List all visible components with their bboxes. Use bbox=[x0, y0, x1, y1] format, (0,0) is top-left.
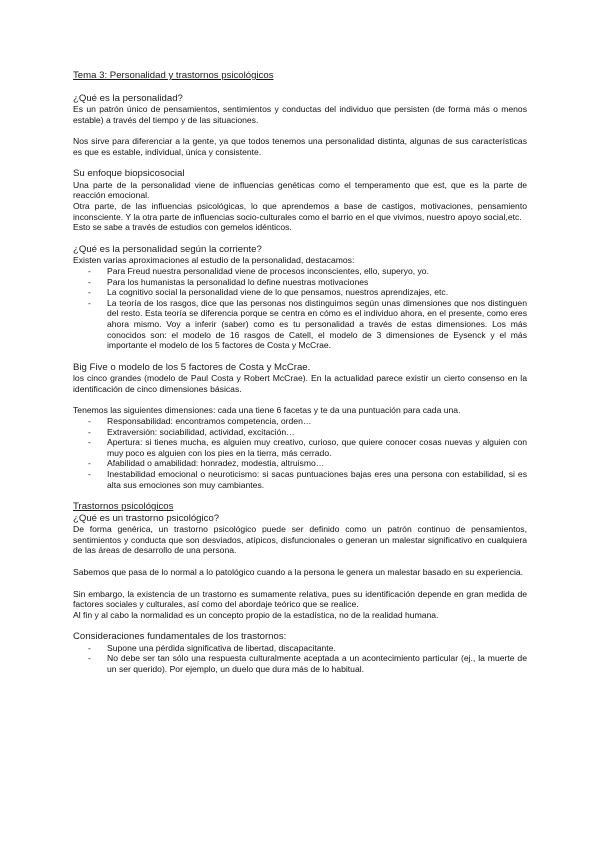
list-item: - Afabilidad o amabilidad: honradez, modestia, altruismo… bbox=[73, 458, 527, 469]
section-heading: ¿Qué es la personalidad según la corriente? bbox=[73, 243, 262, 255]
list-item: - Inestabilidad emocional o neuroticismo: si sacas puntuaciones bajas eres una persona con estabilidad, si es alta sus emociones son muy cambiantes. bbox=[73, 469, 527, 490]
bullet-list bbox=[73, 266, 527, 351]
paragraph: Al fin y al cabo la normalidad es un concepto propio de la estadística, no de la realidad humana. bbox=[73, 609, 439, 620]
section-heading: Trastornos psicológicos bbox=[73, 501, 174, 513]
paragraph: los cinco grandes (modelo de Paul Costa y Robert McCrae). En la actualidad parece existir un cierto consenso en la identificación de cinco dimensiones básicas. bbox=[73, 373, 527, 394]
bullet-list bbox=[73, 416, 527, 490]
list-item: - Para Freud nuestra personalidad viene de procesos inconscientes, ello, superyo, yo. bbox=[73, 266, 527, 277]
paragraph: Otra parte, de las influencias psicológicas, lo que aprendemos a base de castigos, motivaciones, pensamiento inconsciente. Y la otra parte de influencias socio-culturales como el barrio en el que vivimos, nuestro apoyo social,etc. bbox=[73, 201, 527, 222]
paragraph: Existen varias aproximaciones al estudio de la personalidad, destacamos: bbox=[73, 255, 355, 266]
bullet-list bbox=[73, 643, 527, 675]
list-item: - La teoría de los rasgos, dice que las personas nos distinguimos según unas dimensiones que nos distinguen del resto. Esta teoría se diferencia porque se centra en cómo es el individuo ahora, en el presente, como eres ahora mismo. Voy a inferir (saber) como es tu personalidad a través de estas dimensiones. Los más conocidos son: el modelo de 16 rasgos de Catell, el modelo de 3 dimensiones de Eysenck y el más importante el modelo de los 5 factores de Costa y McCrae. bbox=[73, 298, 527, 351]
document-title: Tema 3: Personalidad y trastornos psicológicos bbox=[73, 70, 274, 81]
section-biopsychosocial bbox=[73, 168, 527, 232]
paragraph: Esto se sabe a través de estudios con gemelos idénticos. bbox=[73, 222, 292, 233]
subsection-heading: ¿Qué es un trastorno psicológico? bbox=[73, 512, 220, 524]
section-heading: ¿Qué es la personalidad? bbox=[73, 92, 183, 104]
section-big-five bbox=[73, 362, 527, 490]
list-item: - Extraversión: sociabilidad, actividad, excitación… bbox=[73, 427, 527, 438]
paragraph: De forma genérica, un trastorno psicológico puede ser definido como un patrón continuo de pensamientos, sentimientos y conducta que son desviados, atípicos, disfuncionales o generan un malestar significativo en cualquiera de las áreas de desarrollo de una persona. bbox=[73, 524, 527, 556]
document-page bbox=[73, 70, 527, 675]
section-heading: Su enfoque biopsicosocial bbox=[73, 168, 185, 180]
section-heading: Consideraciones fundamentales de los trastornos: bbox=[73, 631, 287, 643]
paragraph: Nos sirve para diferenciar a la gente, ya que todos tenemos una personalidad distinta, algunas de sus características es que es estable, individual, única y consistente. bbox=[73, 136, 527, 157]
paragraph: Sin embargo, la existencia de un trastorno es sumamente relativa, pues su identificación depende en gran medida de factores sociales y culturales, así como del abordaje teórico que se realice. bbox=[73, 588, 527, 610]
section-currents bbox=[73, 244, 527, 351]
section-heading: Big Five o modelo de los 5 factores de Costa y McCrae. bbox=[73, 361, 311, 373]
list-item: - Apertura: si tienes mucha, es alguien muy creativo, curioso, que quiere conocer cosas nuevas y alguien con muy poco es alguien con los pies en la tierra, más cerrado. bbox=[73, 437, 527, 458]
list-item: - No debe ser tan sólo una respuesta culturalmente aceptada a un acontecimiento particular (ej., la muerte de un ser querido). Por ejemplo, un duelo que dura más de lo habitual. bbox=[73, 653, 527, 674]
list-item: - Responsabilidad: encontramos competencia, orden… bbox=[73, 416, 527, 427]
list-item: - Para los humanistas la personalidad lo define nuestras motivaciones bbox=[73, 277, 527, 288]
section-disorders bbox=[73, 501, 527, 620]
list-item: - La cognitivo social la personalidad viene de lo que pensamos, nuestros aprendizajes, etc. bbox=[73, 287, 527, 298]
list-item: - Supone una pérdida significativa de libertad, discapacitante. bbox=[73, 643, 527, 654]
section-considerations bbox=[73, 631, 527, 674]
paragraph: Sabemos que pasa de lo normal a lo patológico cuando a la persona le genera un malestar basado en su experiencia. bbox=[73, 566, 524, 577]
paragraph: Una parte de la personalidad viene de influencias genéticas como el temperamento que est, que es la parte de reacción emocional. bbox=[73, 179, 527, 201]
paragraph: Es un patrón único de pensamientos, sentimientos y conductas del individuo que persisten (de forma más o menos estable) a través del tiempo y de las situaciones. bbox=[73, 104, 527, 125]
paragraph: Tenemos las siguientes dimensiones: cada una tiene 6 facetas y te da una puntuación para cada una. bbox=[73, 405, 461, 416]
section-personality bbox=[73, 93, 527, 158]
